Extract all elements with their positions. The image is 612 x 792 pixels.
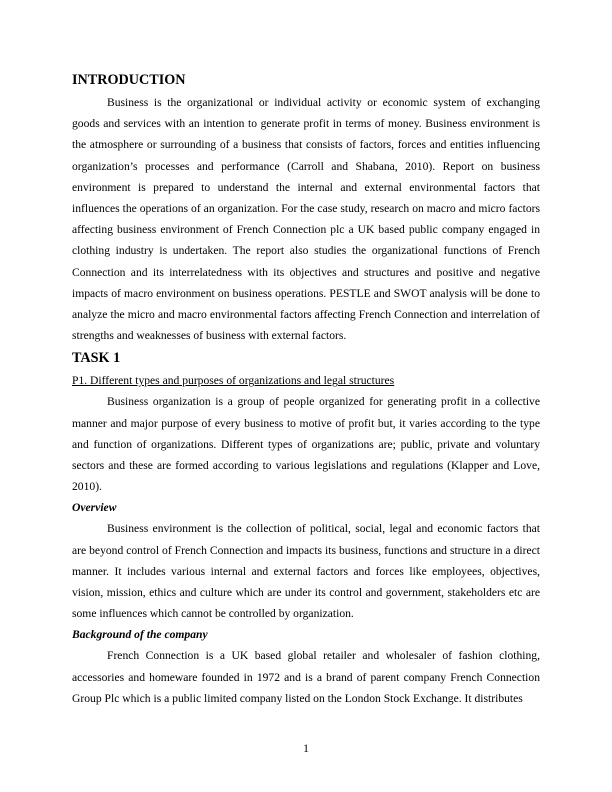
document-page: [72, 70, 540, 709]
page-number: 1: [303, 742, 309, 755]
overview-heading: Overview: [72, 501, 117, 515]
task1-heading: TASK 1: [72, 350, 121, 367]
introduction-paragraph: Business is the organizational or individual activity or economic system of exchanging goods and services with an intention to generate profit in terms of money. Business environment is the atmosphere or surrounding of a business that consists of factors, forces and entities influencing organization’s processes and performance (Carroll and Shabana, 2010). Report on business environment is prepared to understand the internal and external environmental factors that influences the operations of an organization. For the case study, research on macro and micro factors affecting business environment of French Connection plc a UK based public company engaged in clothing industry is undertaken. The report also studies the organizational functions of French Connection and its interrelatedness with its objectives and structures and positive and negative impacts of macro environment on business operations. PESTLE and SWOT analysis will be done to analyze the micro and macro environmental factors affecting French Connection and interrelation of strengths and weaknesses of business with external factors.: [72, 96, 540, 343]
background-paragraph: French Connection is a UK based global retailer and wholesaler of fashion clothing, accessories and homeware founded in 1972 and is a brand of parent company French Connection Group Plc which is a public limited company listed on the London Stock Exchange. It distributes: [72, 649, 540, 705]
background-heading: Background of the company: [72, 628, 208, 642]
task1-paragraph: Business organization is a group of people organized for generating profit in a collective manner and major purpose of every business to motive of profit but, it varies according to the type and function of organizations. Different types of organizations are; public, private and voluntary sectors and these are formed according to various legislations and regulations (Klapper and Love, 2010).: [72, 395, 540, 494]
overview-paragraph: Business environment is the collection of political, social, legal and economic factors that are beyond control of French Connection and impacts its business, functions and structure in a direct manner. It includes various internal and external factors and forces like employees, objectives, vision, mission, ethics and culture which are under its control and government, stakeholders etc are some influences which cannot be controlled by organization.: [72, 522, 540, 621]
task1-subheading: P1. Different types and purposes of organizations and legal structures: [72, 374, 395, 388]
introduction-heading: INTRODUCTION: [72, 72, 186, 88]
